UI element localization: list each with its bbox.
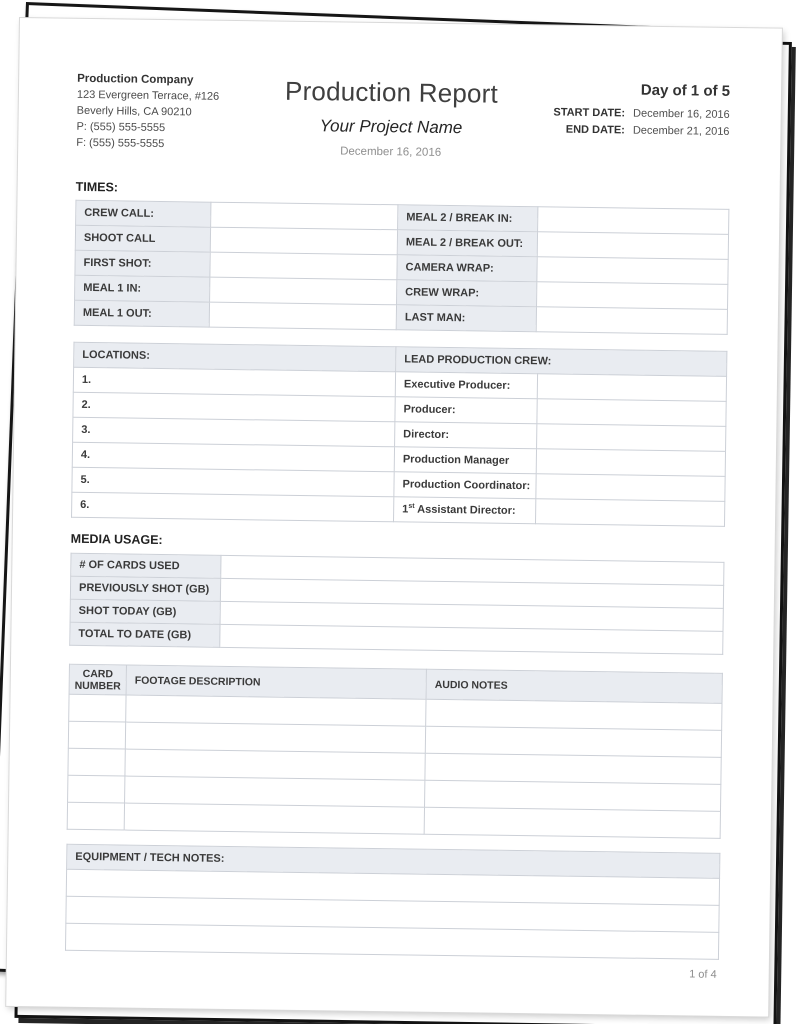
media-usage-table — [69, 553, 724, 655]
location-number: 2. — [73, 392, 395, 421]
card-number-cell — [68, 748, 125, 776]
date-block — [533, 77, 730, 138]
times-value-cell — [537, 232, 728, 260]
audio-notes-header: AUDIO NOTES — [426, 669, 722, 703]
company-address-line2: Beverly Hills, CA 90210 — [76, 104, 192, 119]
crew-value-cell — [535, 499, 724, 527]
card-number-cell — [67, 802, 124, 830]
footage-description-cell — [125, 722, 425, 753]
company-address-line1: 123 Evergreen Terrace, #126 — [76, 88, 220, 103]
media-label: SHOT TODAY (GB) — [70, 599, 220, 624]
crew-value-cell — [537, 424, 726, 452]
audio-notes-cell — [425, 753, 721, 784]
company-phone: P: (555) 555-5555 — [76, 120, 166, 135]
audio-notes-cell — [424, 807, 720, 838]
media-label: # OF CARDS USED — [71, 553, 221, 578]
times-label: SHOOT CALL — [75, 225, 210, 252]
times-value-cell — [536, 307, 727, 335]
times-value-cell — [210, 277, 397, 305]
location-number: 3. — [73, 417, 395, 446]
crew-value-cell — [537, 374, 726, 402]
media-label: PREVIOUSLY SHOT (GB) — [70, 576, 220, 601]
page-number: 1 of 4 — [689, 968, 717, 981]
crew-role-label: Production Coordinator: — [394, 472, 536, 499]
production-report-page — [6, 18, 782, 1017]
times-label: FIRST SHOT: — [75, 250, 210, 277]
media-usage-section — [69, 532, 724, 655]
crew-value-cell — [536, 474, 725, 502]
footage-description-cell — [125, 749, 425, 780]
end-date-value: December 21, 2016 — [632, 124, 730, 138]
times-value-cell — [538, 207, 729, 235]
day-count: Day of 1 of 5 — [640, 81, 731, 100]
report-date: December 16, 2016 — [340, 145, 442, 159]
locations-header: LOCATIONS: — [74, 342, 396, 371]
start-date-value: December 16, 2016 — [633, 107, 730, 121]
times-label: MEAL 2 / BREAK IN: — [398, 205, 538, 232]
times-value-cell — [537, 257, 728, 285]
media-usage-heading: MEDIA USAGE: — [70, 531, 163, 548]
audio-notes-cell — [425, 780, 721, 811]
company-name: Production Company — [77, 72, 194, 87]
page-title: Production Report — [284, 75, 499, 109]
start-date-label: START DATE: — [553, 106, 626, 120]
times-table — [74, 200, 730, 335]
crew-value-cell — [536, 449, 725, 477]
company-info — [76, 71, 249, 153]
crew-value-cell — [537, 399, 726, 427]
locations-crew-table — [71, 342, 727, 527]
audio-notes-cell — [425, 726, 721, 757]
times-value-cell — [209, 302, 396, 330]
times-label: LAST MAN: — [396, 305, 536, 332]
footage-description-header: FOOTAGE DESCRIPTION — [126, 665, 426, 699]
crew-role-label: Executive Producer: — [395, 372, 537, 399]
crew-role-label: Production Manager — [394, 447, 536, 474]
audio-notes-cell — [426, 699, 722, 730]
location-number: 1. — [73, 367, 395, 396]
card-number-cell — [68, 775, 125, 803]
card-number-cell — [69, 694, 126, 722]
footage-description-cell — [125, 776, 425, 807]
crew-role-label: Producer: — [395, 397, 537, 424]
times-heading: TIMES: — [75, 179, 119, 195]
project-name: Your Project Name — [319, 116, 463, 138]
company-fax: F: (555) 555-5555 — [76, 136, 165, 151]
card-number-header: CARD NUMBER — [69, 664, 126, 695]
equipment-notes-table — [65, 844, 720, 960]
footage-description-cell — [124, 803, 424, 834]
times-value-cell — [210, 227, 397, 255]
report-header — [76, 71, 730, 163]
times-label: MEAL 1 IN: — [75, 275, 210, 302]
footage-description-cell — [126, 695, 426, 726]
crew-role-label: 1st Assistant Director: — [394, 497, 536, 524]
times-value-cell — [211, 202, 398, 230]
times-section — [74, 180, 729, 335]
end-date-label: END DATE: — [565, 123, 625, 137]
location-number: 5. — [72, 467, 394, 496]
media-label: TOTAL TO DATE (GB) — [70, 622, 220, 647]
times-label: MEAL 1 OUT: — [74, 300, 209, 327]
times-label: CREW WRAP: — [397, 280, 537, 307]
location-number: 6. — [72, 492, 394, 521]
crew-header: LEAD PRODUCTION CREW: — [396, 347, 727, 377]
title-block — [248, 73, 534, 160]
card-log-table — [67, 664, 723, 839]
times-label: CAMERA WRAP: — [397, 255, 537, 282]
equipment-notes-header: EQUIPMENT / TECH NOTES: — [67, 844, 720, 878]
times-label: MEAL 2 / BREAK OUT: — [397, 230, 537, 257]
times-label: CREW CALL: — [76, 200, 211, 227]
times-value-cell — [537, 282, 728, 310]
card-number-cell — [68, 721, 125, 749]
location-number: 4. — [72, 442, 394, 471]
times-value-cell — [210, 252, 397, 280]
crew-role-label: Director: — [395, 422, 537, 449]
